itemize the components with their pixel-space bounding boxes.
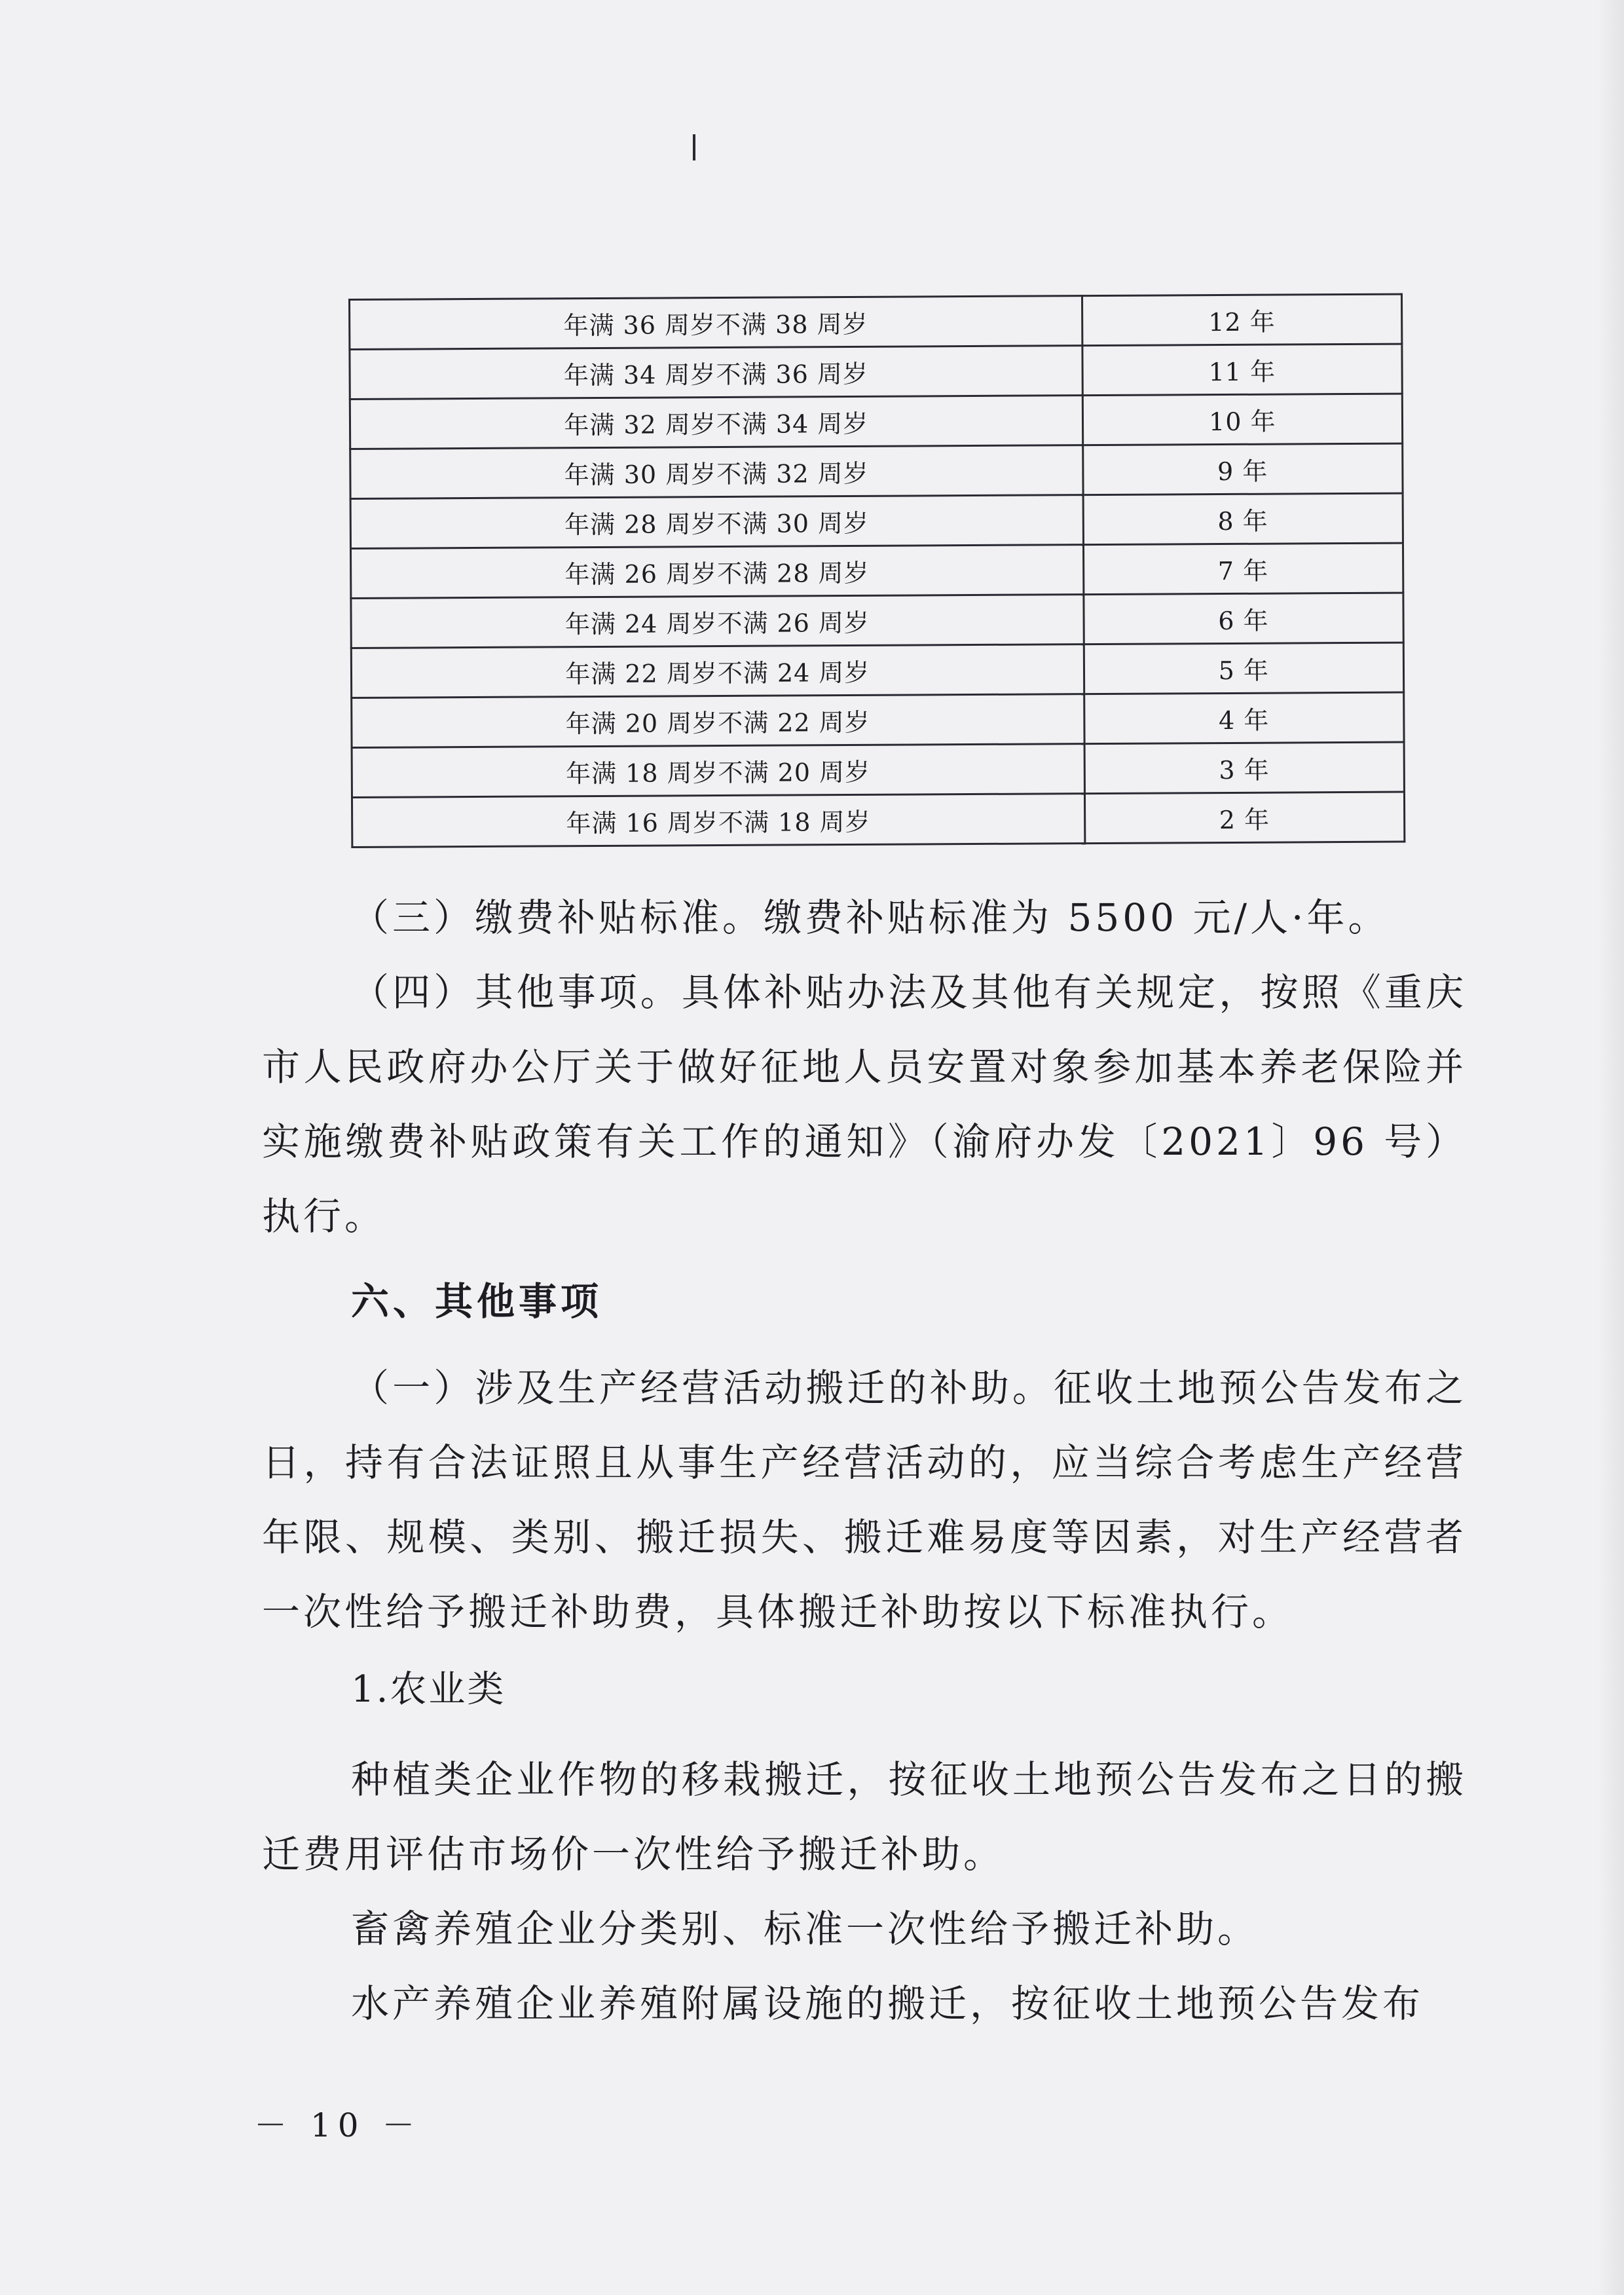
years-cell: 3 年 bbox=[1084, 742, 1405, 794]
years-cell: 12 年 bbox=[1082, 294, 1402, 346]
table-row bbox=[350, 394, 1402, 449]
page-edge-shadow bbox=[1598, 0, 1624, 2295]
age-range-cell: 年满 20 周岁不满 22 周岁 bbox=[352, 694, 1084, 748]
subheading-agriculture: 1.农业类 bbox=[351, 1668, 506, 1711]
table-row bbox=[350, 443, 1403, 498]
years-cell: 4 年 bbox=[1084, 692, 1404, 744]
years-cell: 5 年 bbox=[1084, 643, 1404, 694]
years-cell: 10 年 bbox=[1082, 394, 1403, 445]
paragraph-payment-subsidy: （三）缴费补贴标准。缴费补贴标准为 5500 元/人·年。 bbox=[351, 895, 1390, 940]
years-cell: 11 年 bbox=[1082, 344, 1402, 396]
age-years-table bbox=[348, 293, 1405, 848]
age-range-cell: 年满 26 周岁不满 28 周岁 bbox=[350, 545, 1083, 599]
page-number: － 10 － bbox=[254, 2106, 422, 2144]
table-row bbox=[350, 344, 1402, 399]
age-range-cell: 年满 32 周岁不满 34 周岁 bbox=[350, 396, 1082, 449]
section-6-block bbox=[262, 1351, 1467, 1649]
years-cell: 7 年 bbox=[1083, 543, 1403, 595]
paragraph-other-matters: （四）其他事项。具体补贴办法及其他有关规定，按照《重庆市人民政府办公厅关于做好征地人员安置对象参加基本养老保险并实施缴费补贴政策有关工作的通知》（渝府办发〔2021〕96 号）执行。 bbox=[262, 970, 1467, 1239]
table-row bbox=[350, 543, 1403, 598]
agriculture-block bbox=[262, 1742, 1467, 2041]
paragraph-relocation-subsidy: （一）涉及生产经营活动搬迁的补助。征收土地预公告发布之日，持有合法证照且从事生产经营活动的，应当综合考虑生产经营年限、规模、类别、搬迁损失、搬迁难易度等因素，对生产经营者一次性给予搬迁补助费，具体搬迁补助按以下标准执行。 bbox=[262, 1366, 1467, 1634]
paragraph-planting: 种植类企业作物的移栽搬迁，按征收土地预公告发布之日的搬迁费用评估市场价一次性给予搬迁补助。 bbox=[262, 1757, 1467, 1876]
years-cell: 6 年 bbox=[1083, 593, 1403, 644]
paragraph-aquaculture: 水产养殖企业养殖附属设施的搬迁，按征收土地预公告发布 bbox=[351, 1981, 1424, 2026]
table-row bbox=[352, 742, 1404, 797]
table-row bbox=[351, 593, 1403, 648]
age-range-cell: 年满 28 周岁不满 30 周岁 bbox=[350, 495, 1083, 549]
section-3-block bbox=[262, 880, 1467, 1254]
section-6-heading: 六、其他事项 bbox=[351, 1279, 603, 1324]
age-range-cell: 年满 36 周岁不满 38 周岁 bbox=[350, 296, 1082, 350]
table-row bbox=[350, 294, 1402, 349]
table-row bbox=[351, 643, 1403, 698]
years-cell: 8 年 bbox=[1083, 493, 1403, 545]
table-row bbox=[352, 792, 1404, 847]
age-range-cell: 年满 30 周岁不满 32 周岁 bbox=[350, 445, 1083, 499]
scan-mark bbox=[693, 134, 695, 160]
age-range-cell: 年满 16 周岁不满 18 周岁 bbox=[352, 794, 1084, 848]
years-cell: 2 年 bbox=[1084, 792, 1405, 844]
age-range-cell: 年满 34 周岁不满 36 周岁 bbox=[350, 346, 1082, 400]
age-range-cell: 年满 24 周岁不满 26 周岁 bbox=[351, 595, 1084, 648]
years-cell: 9 年 bbox=[1082, 443, 1403, 495]
table-row bbox=[352, 692, 1404, 747]
age-years-table-body bbox=[350, 294, 1405, 847]
age-range-cell: 年满 22 周岁不满 24 周岁 bbox=[351, 644, 1084, 698]
table-row bbox=[350, 493, 1403, 548]
paragraph-livestock: 畜禽养殖企业分类别、标准一次性给予搬迁补助。 bbox=[351, 1907, 1259, 1951]
age-range-cell: 年满 18 周岁不满 20 周岁 bbox=[352, 744, 1084, 798]
